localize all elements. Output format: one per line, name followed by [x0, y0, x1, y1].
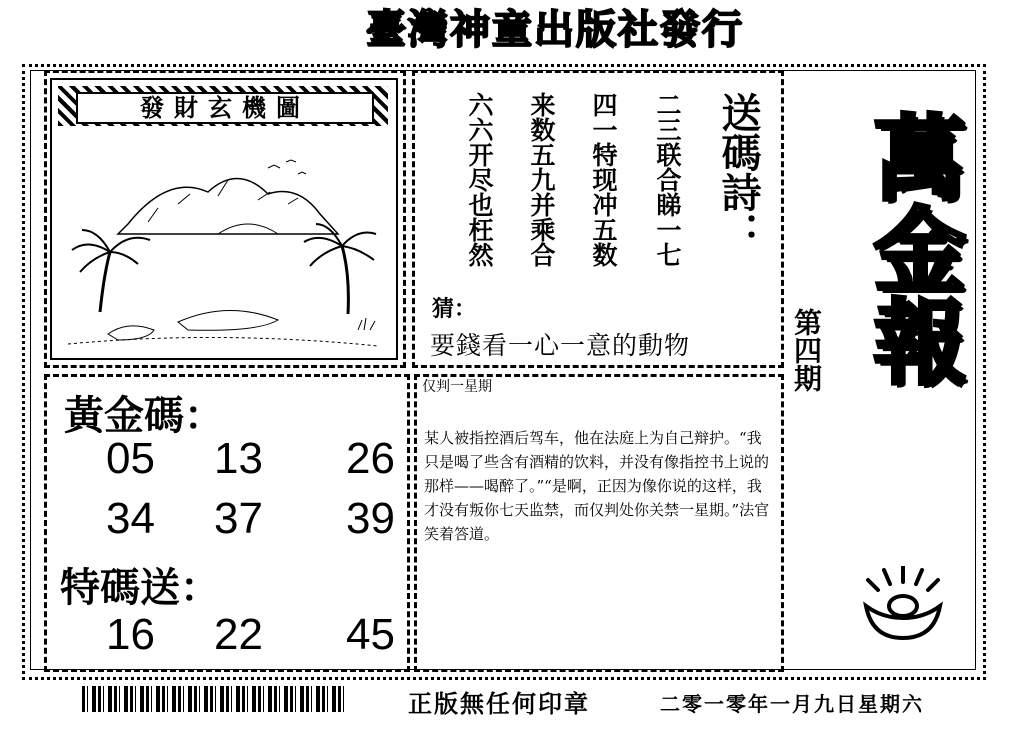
poem-line-1: 二三联合睇一七 — [653, 92, 682, 267]
left-palm-tree — [72, 230, 150, 312]
story-text: 某人被指控酒后驾车，他在法庭上为自己辩护。“我只是喝了些含有酒精的饮料，并没有像指控书上说的那样——喝醉了。”“是啊，正因为像你说的这样，我才没有叛你七天监禁，而仅判处你关禁一星期。”法官笑着答道。 — [424, 429, 770, 543]
landscape-illustration — [58, 134, 388, 352]
gold-number: 13 — [214, 434, 263, 483]
publisher-title: 臺灣神童出版社發行 — [366, 6, 744, 53]
authenticity-notice: 正版無任何印章 — [408, 690, 590, 718]
gold-number: 39 — [346, 494, 395, 543]
gold-ingot-icon — [862, 566, 944, 642]
poem-line-3: 来数五九并乘合 — [527, 92, 556, 267]
special-number: 22 — [214, 610, 263, 659]
publication-date: 二零一零年一月九日星期六 — [660, 692, 924, 716]
gold-number: 05 — [106, 434, 155, 483]
issue-number: 第四期 — [790, 308, 823, 392]
poem-badge: 送碼詩： — [715, 92, 762, 252]
poem-line-2: 四一特现冲五数 — [589, 92, 618, 267]
special-number: 45 — [346, 610, 395, 659]
poem-line-4: 六六开尽也枉然 — [465, 92, 494, 267]
special-numbers-label: 特碼送： — [60, 564, 220, 611]
right-palm-tree — [304, 224, 376, 314]
gold-number: 34 — [106, 494, 155, 543]
barcode — [82, 686, 346, 712]
guess-text: 要錢看一心一意的動物 — [430, 331, 691, 360]
story-title: 仅判一星期 — [422, 379, 492, 395]
guess-label: 猜： — [432, 297, 477, 322]
gold-number: 26 — [346, 434, 395, 483]
picture-title: 發財玄機圖 — [76, 92, 374, 124]
newspaper-brand: 萬金報 — [859, 110, 967, 386]
gold-number: 37 — [214, 494, 263, 543]
special-number: 16 — [106, 610, 155, 659]
gold-numbers-label: 黃金碼： — [64, 392, 224, 439]
